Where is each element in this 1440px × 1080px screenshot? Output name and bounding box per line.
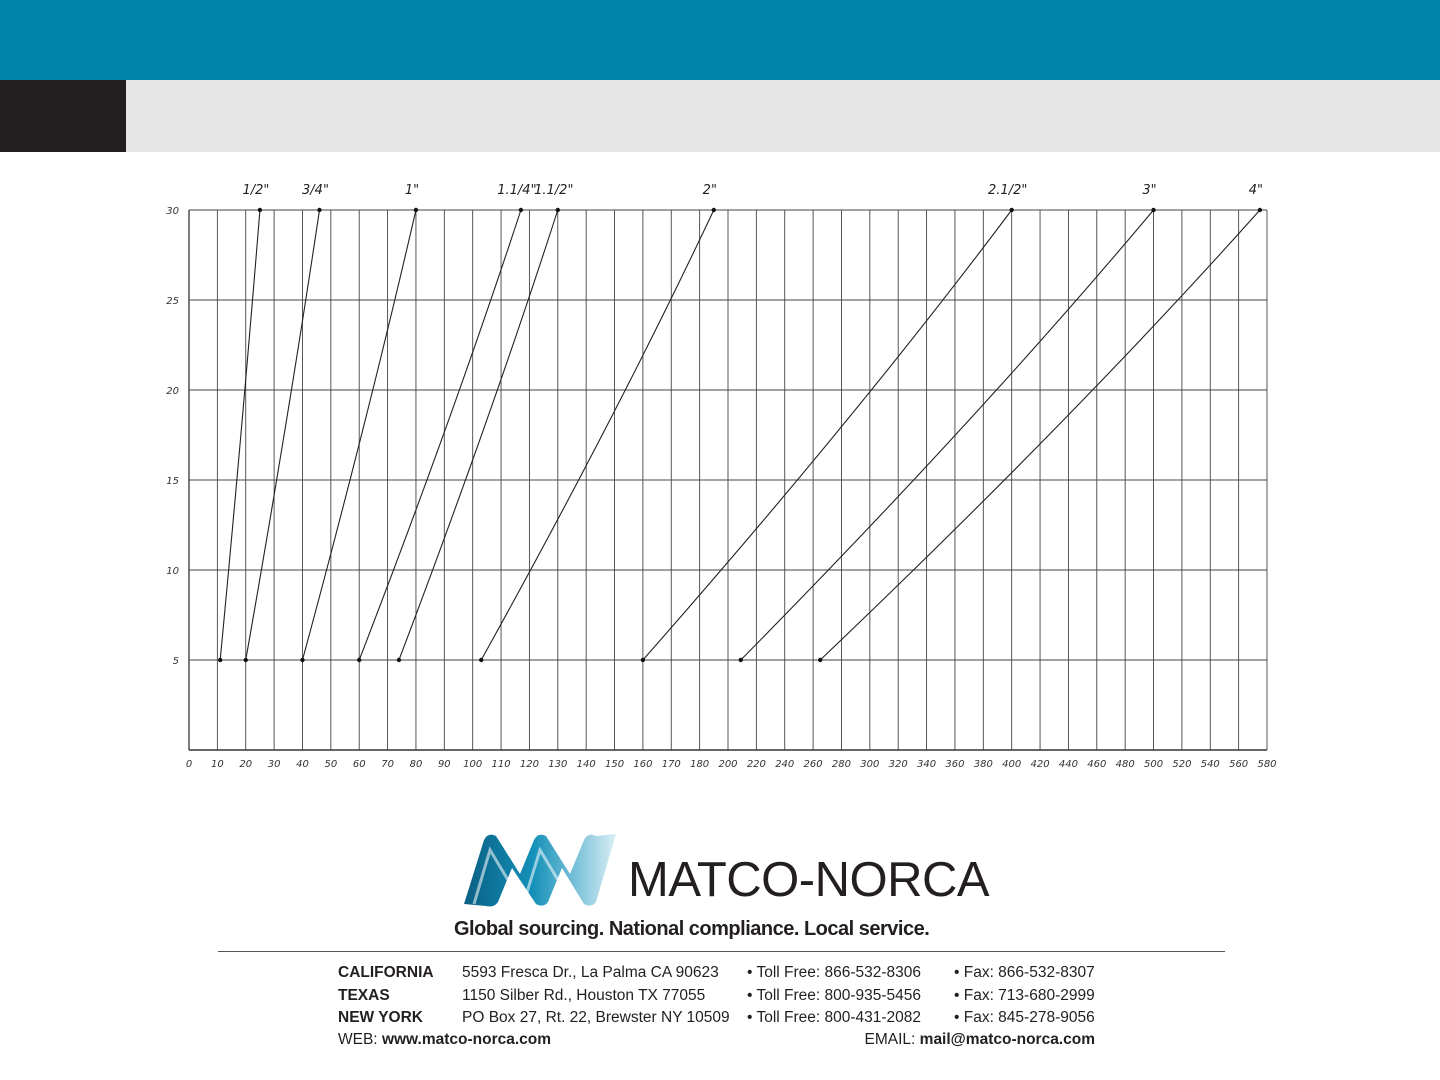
- x-tick-label: 140: [576, 759, 596, 770]
- series-point: [818, 658, 822, 662]
- chart-series: [218, 208, 1262, 662]
- y-tick-label: 20: [166, 386, 179, 397]
- fax-number: • Fax: 713-680-2999: [954, 987, 1095, 1004]
- x-tick-label: 300: [860, 759, 880, 770]
- chart-labels: [166, 183, 1276, 770]
- series-label: 3/4": [302, 183, 329, 198]
- series-label: 3": [1142, 183, 1157, 198]
- series-point: [712, 208, 716, 212]
- x-tick-label: 480: [1115, 759, 1135, 770]
- y-tick-label: 5: [172, 656, 179, 667]
- series-label: 1.1/4": [497, 183, 537, 198]
- email-info: [865, 1031, 1095, 1049]
- x-tick-label: 100: [463, 759, 483, 770]
- x-tick-label: 60: [352, 759, 366, 770]
- series-point: [1258, 208, 1262, 212]
- street-address: 1150 Silber Rd., Houston TX 77055: [462, 987, 706, 1004]
- x-tick-label: 500: [1143, 759, 1164, 770]
- x-tick-label: 280: [831, 759, 852, 770]
- series-label: 2.1/2": [988, 183, 1028, 198]
- x-tick-label: 320: [888, 759, 908, 770]
- series-point: [519, 208, 523, 212]
- state-label: NEW YORK: [338, 1009, 423, 1026]
- fax-number: • Fax: 845-278-9056: [954, 1009, 1095, 1026]
- series-point: [556, 208, 560, 212]
- y-tick-label: 15: [166, 476, 179, 487]
- x-tick-label: 340: [917, 759, 937, 770]
- series-line: [741, 210, 1154, 660]
- series-point: [300, 658, 304, 662]
- x-tick-label: 40: [296, 759, 309, 770]
- street-address: 5593 Fresca Dr., La Palma CA 90623: [462, 964, 719, 981]
- x-tick-label: 70: [381, 759, 394, 770]
- x-tick-label: 580: [1257, 759, 1277, 770]
- matco-norca-logo: [462, 832, 622, 908]
- subheader-dark-block: [0, 80, 126, 152]
- y-tick-label: 30: [166, 206, 179, 217]
- street-address: PO Box 27, Rt. 22, Brewster NY 10509: [462, 1009, 730, 1026]
- series-label: 1": [404, 183, 420, 198]
- state-label: TEXAS: [338, 987, 390, 1004]
- series-label: 1/2": [242, 183, 270, 198]
- series-line: [399, 210, 558, 660]
- email-domain[interactable]: @matco-norca.com: [950, 1031, 1095, 1048]
- series-point: [317, 208, 321, 212]
- series-point: [414, 208, 418, 212]
- x-tick-label: 520: [1172, 759, 1192, 770]
- series-line: [481, 210, 714, 660]
- state-label: CALIFORNIA: [338, 964, 434, 981]
- series-point: [397, 658, 401, 662]
- series-point: [739, 658, 743, 662]
- x-tick-label: 440: [1058, 759, 1078, 770]
- x-tick-label: 90: [437, 759, 451, 770]
- x-tick-label: 120: [519, 759, 539, 770]
- tollfree-number: • Toll Free: 800-935-5456: [747, 987, 922, 1004]
- tollfree-number: • Toll Free: 800-431-2082: [747, 1009, 922, 1026]
- series-point: [258, 208, 262, 212]
- series-line: [643, 210, 1012, 660]
- subheader-bar: [0, 80, 1440, 152]
- x-tick-label: 460: [1087, 759, 1107, 770]
- brand-name: MATCO-NORCA: [628, 853, 990, 907]
- series-point: [357, 658, 361, 662]
- series-label: 2": [702, 183, 717, 198]
- x-tick-label: 420: [1030, 759, 1050, 770]
- series-point: [1151, 208, 1155, 212]
- web-info: [338, 1031, 551, 1049]
- series-point: [244, 658, 248, 662]
- x-tick-label: 360: [945, 759, 965, 770]
- x-tick-label: 20: [239, 759, 253, 770]
- series-line: [246, 210, 320, 660]
- x-tick-label: 110: [491, 759, 511, 770]
- series-point: [218, 658, 222, 662]
- series-line: [220, 210, 260, 660]
- series-point: [1009, 208, 1013, 212]
- x-tick-label: 260: [803, 759, 823, 770]
- series-point: [479, 658, 483, 662]
- series-point: [641, 658, 645, 662]
- x-tick-label: 130: [548, 759, 568, 770]
- website-link[interactable]: www.matco-norca.com: [381, 1031, 552, 1048]
- tollfree-number: • Toll Free: 866-532-8306: [747, 964, 922, 981]
- email-user[interactable]: mail: [919, 1031, 951, 1048]
- y-tick-label: 10: [166, 566, 179, 577]
- header-bar: [0, 0, 1440, 80]
- x-tick-label: 50: [324, 759, 338, 770]
- web-label: WEB:: [338, 1031, 378, 1048]
- y-tick-label: 25: [166, 296, 179, 307]
- sizing-chart: [150, 168, 1290, 778]
- x-tick-label: 540: [1200, 759, 1220, 770]
- email-label: EMAIL:: [864, 1031, 916, 1048]
- x-tick-label: 180: [690, 759, 710, 770]
- x-tick-label: 150: [604, 759, 625, 770]
- series-label: 4": [1248, 183, 1264, 198]
- chart-grid: [189, 210, 1267, 750]
- brand-tagline: Global sourcing. National compliance. Local service.: [454, 918, 930, 940]
- x-tick-label: 170: [661, 759, 681, 770]
- x-tick-label: 200: [718, 759, 738, 770]
- series-label: 1.1/2": [534, 183, 574, 198]
- x-tick-label: 240: [775, 759, 795, 770]
- fax-number: • Fax: 866-532-8307: [954, 964, 1095, 981]
- x-tick-label: 10: [211, 759, 224, 770]
- x-tick-label: 160: [633, 759, 653, 770]
- x-tick-label: 380: [973, 759, 993, 770]
- x-tick-label: 30: [267, 759, 281, 770]
- series-line: [359, 210, 521, 660]
- x-tick-label: 0: [185, 759, 193, 770]
- x-tick-label: 560: [1229, 759, 1249, 770]
- x-tick-label: 80: [409, 759, 423, 770]
- x-tick-label: 400: [1002, 759, 1022, 770]
- divider: [218, 951, 1225, 952]
- x-tick-label: 220: [746, 759, 766, 770]
